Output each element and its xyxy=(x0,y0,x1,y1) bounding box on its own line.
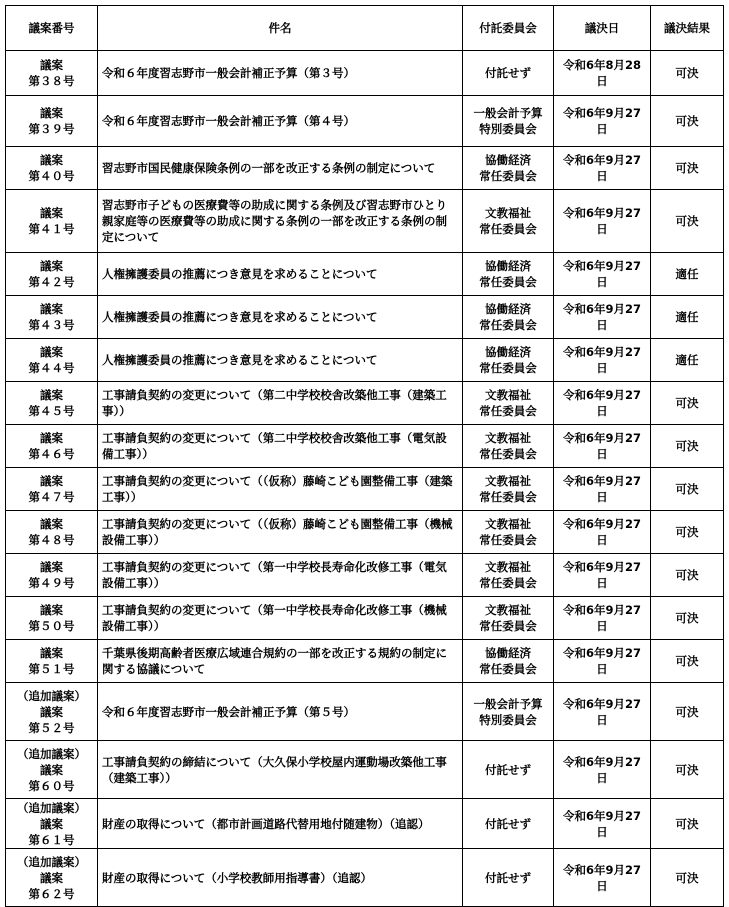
committee-line: 一般会計予算 xyxy=(473,106,543,120)
table-row xyxy=(6,511,724,554)
bill-number-line: （追加議案） xyxy=(17,746,86,761)
committee-cell xyxy=(463,741,554,799)
bill-number-cell xyxy=(6,147,98,190)
committee-line: 常任委員会 xyxy=(479,404,537,418)
committee-cell xyxy=(463,683,554,741)
resolution-result-cell: 可決 xyxy=(651,468,724,511)
bill-number-cell xyxy=(6,253,98,296)
bill-title-cell: 財産の取得について（都市計画道路代替用地付随建物）（追認） xyxy=(98,799,463,849)
table-row xyxy=(6,296,724,339)
table-row xyxy=(6,799,724,849)
resolution-result-cell: 可決 xyxy=(651,511,724,554)
bill-number-line: 第４２号 xyxy=(28,275,75,289)
header-committee: 付託委員会 xyxy=(463,6,554,51)
bill-number-line: 議案 xyxy=(40,345,63,359)
bill-number-cell xyxy=(6,640,98,683)
committee-cell xyxy=(463,468,554,511)
bill-number-line: 第６１号 xyxy=(28,832,75,847)
bill-title-cell: 千葉県後期高齢者医療広域連合規約の一部を改正する規約の制定に関する協議について xyxy=(98,640,463,683)
bill-number-line: 第３８号 xyxy=(28,74,75,88)
bill-number-cell xyxy=(6,96,98,147)
committee-line: 常任委員会 xyxy=(479,361,537,375)
resolution-date-cell: 令和6年9月27日 xyxy=(554,382,651,425)
bill-title-cell: 工事請負契約の変更について（（仮称）藤崎こども園整備工事（建築工事）） xyxy=(98,468,463,511)
resolution-result-cell: 可決 xyxy=(651,554,724,597)
resolution-result-cell: 可決 xyxy=(651,799,724,849)
committee-line: 文教福祉 xyxy=(485,474,531,488)
bill-number-line: 議案 xyxy=(40,704,63,719)
bill-number-line: 議案 xyxy=(40,762,63,777)
committee-cell xyxy=(463,339,554,382)
committee-line: 常任委員会 xyxy=(479,662,537,676)
bill-title-cell: 工事請負契約の変更について（第一中学校長寿命化改修工事（機械設備工事）） xyxy=(98,597,463,640)
committee-line: 常任委員会 xyxy=(479,490,537,504)
table-row xyxy=(6,147,724,190)
bill-number-line: 第５０号 xyxy=(28,619,75,633)
committee-line: 文教福祉 xyxy=(485,560,531,574)
resolution-result-cell: 可決 xyxy=(651,51,724,96)
committee-cell xyxy=(463,799,554,849)
table-row xyxy=(6,253,724,296)
bill-number-cell xyxy=(6,511,98,554)
committee-line: 付託せず xyxy=(485,816,531,831)
bill-number-cell xyxy=(6,741,98,799)
committee-cell xyxy=(463,640,554,683)
resolution-result-cell: 可決 xyxy=(651,382,724,425)
bill-number-line: 議案 xyxy=(40,474,63,488)
committee-line: 協働経済 xyxy=(485,345,531,359)
committee-line: 文教福祉 xyxy=(485,431,531,445)
bill-number-cell xyxy=(6,51,98,96)
resolution-date-cell: 令和6年9月27日 xyxy=(554,190,651,253)
bill-number-line: 議案 xyxy=(40,646,63,660)
bill-title-cell: 令和６年度習志野市一般会計補正予算（第５号） xyxy=(98,683,463,741)
resolution-date-cell: 令和6年9月27日 xyxy=(554,640,651,683)
resolution-result-cell: 可決 xyxy=(651,147,724,190)
committee-line: 協働経済 xyxy=(485,259,531,273)
committee-line: 常任委員会 xyxy=(479,222,537,236)
resolution-result-cell: 可決 xyxy=(651,640,724,683)
committee-line: 常任委員会 xyxy=(479,619,537,633)
bill-number-line: 議案 xyxy=(40,206,63,220)
bill-title-cell: 財産の取得について（小学校教師用指導書）（追認） xyxy=(98,849,463,907)
bill-number-cell xyxy=(6,468,98,511)
bill-number-line: （追加議案） xyxy=(17,854,86,869)
bill-number-line: 第３９号 xyxy=(28,122,75,136)
bill-title-cell: 工事請負契約の締結について（大久保小学校屋内運動場改築他工事（建築工事）） xyxy=(98,741,463,799)
committee-line: 常任委員会 xyxy=(479,447,537,461)
bill-title-cell: 人権擁護委員の推薦につき意見を求めることについて xyxy=(98,339,463,382)
resolution-result-cell: 可決 xyxy=(651,190,724,253)
table-row xyxy=(6,640,724,683)
committee-line: 協働経済 xyxy=(485,646,531,660)
resolution-result-cell: 適任 xyxy=(651,339,724,382)
table-row xyxy=(6,468,724,511)
table-row xyxy=(6,96,724,147)
bill-title-cell: 人権擁護委員の推薦につき意見を求めることについて xyxy=(98,253,463,296)
header-number: 議案番号 xyxy=(6,6,98,51)
resolution-result-cell: 可決 xyxy=(651,683,724,741)
bill-number-line: 第４１号 xyxy=(28,222,75,236)
bill-title-cell: 令和６年度習志野市一般会計補正予算（第３号） xyxy=(98,51,463,96)
header-date: 議決日 xyxy=(554,6,651,51)
committee-cell xyxy=(463,296,554,339)
committee-cell xyxy=(463,96,554,147)
bill-number-line: 議案 xyxy=(40,58,63,72)
resolution-result-cell: 可決 xyxy=(651,849,724,907)
committee-line: 常任委員会 xyxy=(479,576,537,590)
resolution-date-cell: 令和6年9月27日 xyxy=(554,683,651,741)
resolution-result-cell: 可決 xyxy=(651,96,724,147)
bill-title-cell: 人権擁護委員の推薦につき意見を求めることについて xyxy=(98,296,463,339)
bill-number-line: 議案 xyxy=(40,431,63,445)
bill-title-cell: 工事請負契約の変更について（第一中学校長寿命化改修工事（電気設備工事）） xyxy=(98,554,463,597)
committee-cell xyxy=(463,425,554,468)
resolution-date-cell: 令和6年8月28日 xyxy=(554,51,651,96)
bill-number-line: （追加議案） xyxy=(17,688,86,703)
resolution-date-cell: 令和6年9月27日 xyxy=(554,296,651,339)
table-row xyxy=(6,683,724,741)
committee-cell xyxy=(463,511,554,554)
bill-number-line: 議案 xyxy=(40,106,63,120)
resolution-date-cell: 令和6年9月27日 xyxy=(554,339,651,382)
committee-line: 付託せず xyxy=(485,66,531,80)
table-row xyxy=(6,190,724,253)
bill-number-line: 第５２号 xyxy=(28,720,75,735)
committee-cell xyxy=(463,554,554,597)
resolution-result-cell: 可決 xyxy=(651,597,724,640)
committee-line: 付託せず xyxy=(485,762,531,777)
resolution-date-cell: 令和6年9月27日 xyxy=(554,468,651,511)
bill-number-line: 議案 xyxy=(40,259,63,273)
bill-number-cell xyxy=(6,339,98,382)
committee-line: 文教福祉 xyxy=(485,388,531,402)
bill-title-cell: 工事請負契約の変更について（第二中学校校舎改築他工事（建築工事）） xyxy=(98,382,463,425)
bill-number-line: 議案 xyxy=(40,517,63,531)
resolution-date-cell: 令和6年9月27日 xyxy=(554,849,651,907)
table-row xyxy=(6,51,724,96)
bill-number-line: 第４８号 xyxy=(28,533,75,547)
resolution-date-cell: 令和6年9月27日 xyxy=(554,554,651,597)
committee-cell xyxy=(463,597,554,640)
bill-number-line: 議案 xyxy=(40,870,63,885)
header-result: 議決結果 xyxy=(651,6,724,51)
bill-number-cell xyxy=(6,799,98,849)
committee-cell xyxy=(463,147,554,190)
resolution-date-cell: 令和6年9月27日 xyxy=(554,597,651,640)
bill-number-line: 議案 xyxy=(40,560,63,574)
bill-number-line: 第４３号 xyxy=(28,318,75,332)
bill-number-line: 第４０号 xyxy=(28,169,75,183)
resolution-date-cell: 令和6年9月27日 xyxy=(554,253,651,296)
resolution-result-cell: 可決 xyxy=(651,741,724,799)
committee-cell xyxy=(463,51,554,96)
resolution-date-cell: 令和6年9月27日 xyxy=(554,511,651,554)
bill-number-line: 第４６号 xyxy=(28,447,75,461)
resolution-date-cell: 令和6年9月27日 xyxy=(554,741,651,799)
bill-title-cell: 工事請負契約の変更について（（仮称）藤崎こども園整備工事（機械設備工事）） xyxy=(98,511,463,554)
resolution-date-cell: 令和6年9月27日 xyxy=(554,147,651,190)
bill-number-cell xyxy=(6,554,98,597)
bill-number-line: 第６２号 xyxy=(28,886,75,901)
bill-number-cell xyxy=(6,597,98,640)
committee-line: 協働経済 xyxy=(485,153,531,167)
bill-number-line: 第４４号 xyxy=(28,361,75,375)
table-row xyxy=(6,339,724,382)
table-row xyxy=(6,425,724,468)
committee-cell xyxy=(463,253,554,296)
committee-line: 常任委員会 xyxy=(479,275,537,289)
bill-number-line: 第５１号 xyxy=(28,662,75,676)
bill-number-cell xyxy=(6,382,98,425)
bill-number-line: 第６０号 xyxy=(28,778,75,793)
committee-line: 特別委員会 xyxy=(479,712,537,727)
table-row xyxy=(6,597,724,640)
bill-title-cell: 令和６年度習志野市一般会計補正予算（第４号） xyxy=(98,96,463,147)
bill-number-line: 第４７号 xyxy=(28,490,75,504)
resolution-result-cell: 適任 xyxy=(651,253,724,296)
bill-number-cell xyxy=(6,425,98,468)
table-row xyxy=(6,741,724,799)
bill-number-cell xyxy=(6,190,98,253)
committee-cell xyxy=(463,190,554,253)
header-title: 件名 xyxy=(98,6,463,51)
bill-number-line: （追加議案） xyxy=(17,800,86,815)
bill-number-line: 第４５号 xyxy=(28,404,75,418)
bill-number-cell xyxy=(6,683,98,741)
committee-cell xyxy=(463,382,554,425)
resolution-result-cell: 可決 xyxy=(651,425,724,468)
bill-number-cell xyxy=(6,296,98,339)
table-body xyxy=(6,51,724,907)
committee-line: 常任委員会 xyxy=(479,318,537,332)
committee-line: 常任委員会 xyxy=(479,169,537,183)
committee-line: 協働経済 xyxy=(485,302,531,316)
bill-title-cell: 工事請負契約の変更について（第二中学校校舎改築他工事（電気設備工事）） xyxy=(98,425,463,468)
bill-number-line: 議案 xyxy=(40,388,63,402)
table-row xyxy=(6,382,724,425)
resolution-date-cell: 令和6年9月27日 xyxy=(554,799,651,849)
bill-number-line: 議案 xyxy=(40,302,63,316)
resolution-date-cell: 令和6年9月27日 xyxy=(554,96,651,147)
committee-line: 付託せず xyxy=(485,870,531,885)
bill-number-line: 議案 xyxy=(40,603,63,617)
bill-title-cell: 習志野市国民健康保険条例の一部を改正する条例の制定について xyxy=(98,147,463,190)
header-row xyxy=(6,6,724,51)
committee-line: 文教福祉 xyxy=(485,603,531,617)
bill-title-cell: 習志野市子どもの医療費等の助成に関する条例及び習志野市ひとり親家庭等の医療費等の助成に関する条例の一部を改正する条例の制定について xyxy=(98,190,463,253)
committee-line: 一般会計予算 xyxy=(473,696,543,711)
table-row xyxy=(6,554,724,597)
committee-line: 特別委員会 xyxy=(479,122,537,136)
bill-number-line: 第４９号 xyxy=(28,576,75,590)
resolution-date-cell: 令和6年9月27日 xyxy=(554,425,651,468)
resolution-result-cell: 適任 xyxy=(651,296,724,339)
resolution-table xyxy=(5,5,724,907)
committee-line: 常任委員会 xyxy=(479,533,537,547)
bill-number-line: 議案 xyxy=(40,153,63,167)
committee-line: 文教福祉 xyxy=(485,517,531,531)
bill-number-line: 議案 xyxy=(40,816,63,831)
committee-line: 文教福祉 xyxy=(485,206,531,220)
